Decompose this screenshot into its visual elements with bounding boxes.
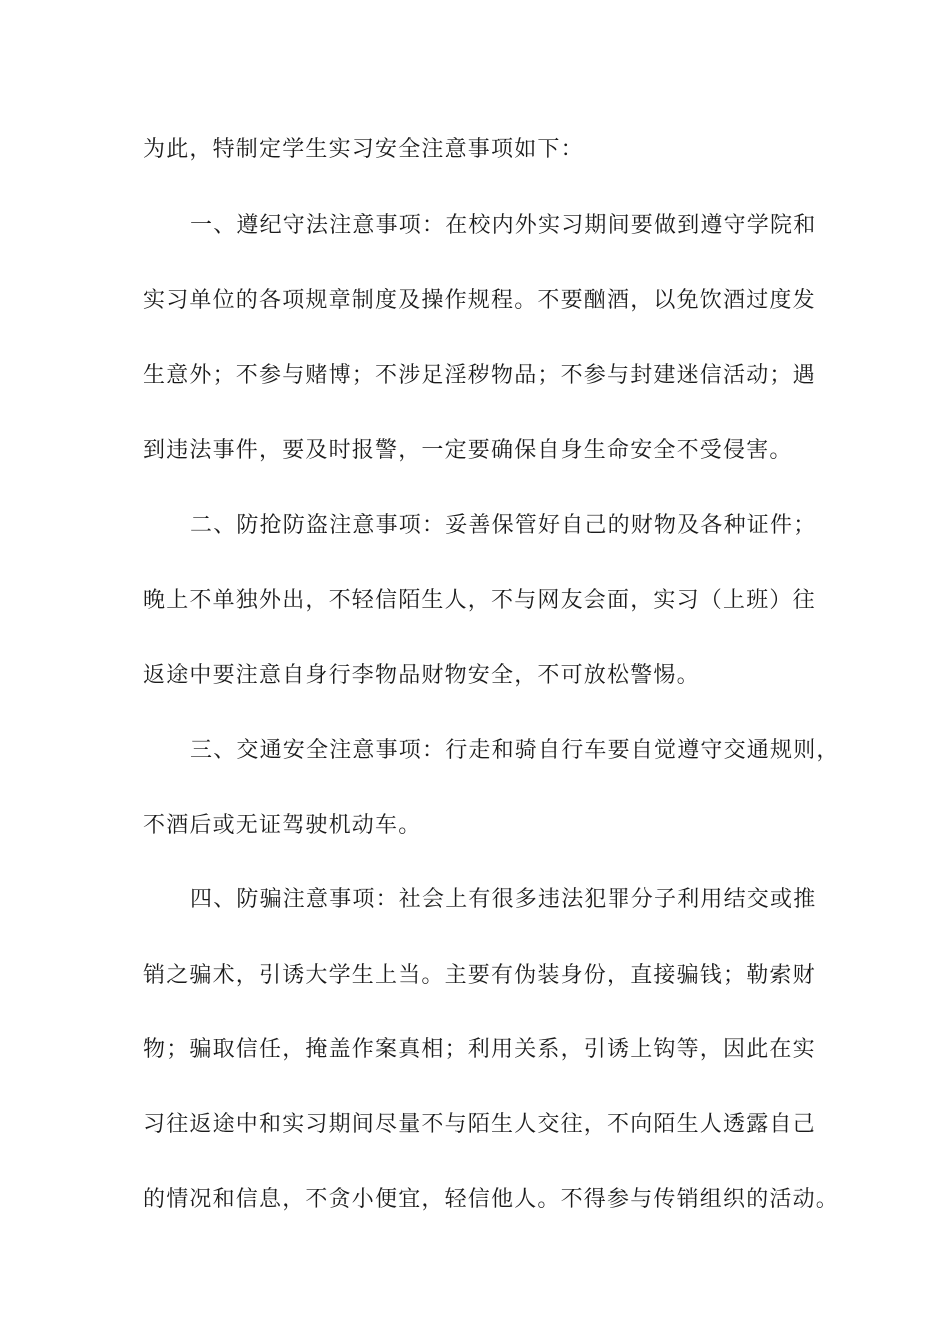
section-3-line-1: 三、交通安全注意事项：行走和骑自行车要自觉遵守交通规则，	[190, 738, 840, 763]
section-4-line-5: 的情况和信息，不贪小便宜，轻信他人。不得参与传销组织的活动。	[143, 1187, 840, 1212]
section-3-line-2: 不酒后或无证驾驶机动车。	[143, 813, 422, 838]
section-4-line-1: 四、防骗注意事项：社会上有很多违法犯罪分子利用结交或推	[190, 887, 817, 912]
section-2-line-3: 返途中要注意自身行李物品财物安全，不可放松警惕。	[143, 663, 700, 688]
section-2-line-1: 二、防抢防盗注意事项：妥善保管好自己的财物及各种证件；	[190, 513, 817, 538]
section-4-line-4: 习往返途中和实习期间尽量不与陌生人交往，不向陌生人透露自己	[143, 1112, 816, 1137]
section-4-line-2: 销之骗术，引诱大学生上当。主要有伪装身份，直接骗钱；勒索财	[143, 963, 816, 988]
section-1-line-2: 实习单位的各项规章制度及操作规程。不要酗酒，以免饮酒过度发	[143, 288, 816, 313]
section-1-line-4: 到违法事件，要及时报警，一定要确保自身生命安全不受侵害。	[143, 438, 793, 463]
section-1-line-3: 生意外；不参与赌博；不涉足淫秽物品；不参与封建迷信活动；遇	[143, 363, 816, 388]
section-2-line-2: 晚上不单独外出，不轻信陌生人，不与网友会面，实习（上班）往	[143, 588, 816, 613]
section-1-line-1: 一、遵纪守法注意事项：在校内外实习期间要做到遵守学院和	[190, 213, 817, 238]
intro-line: 为此，特制定学生实习安全注意事项如下：	[143, 137, 584, 162]
section-4-line-3: 物；骗取信任，掩盖作案真相；利用关系，引诱上钩等，因此在实	[143, 1037, 816, 1062]
